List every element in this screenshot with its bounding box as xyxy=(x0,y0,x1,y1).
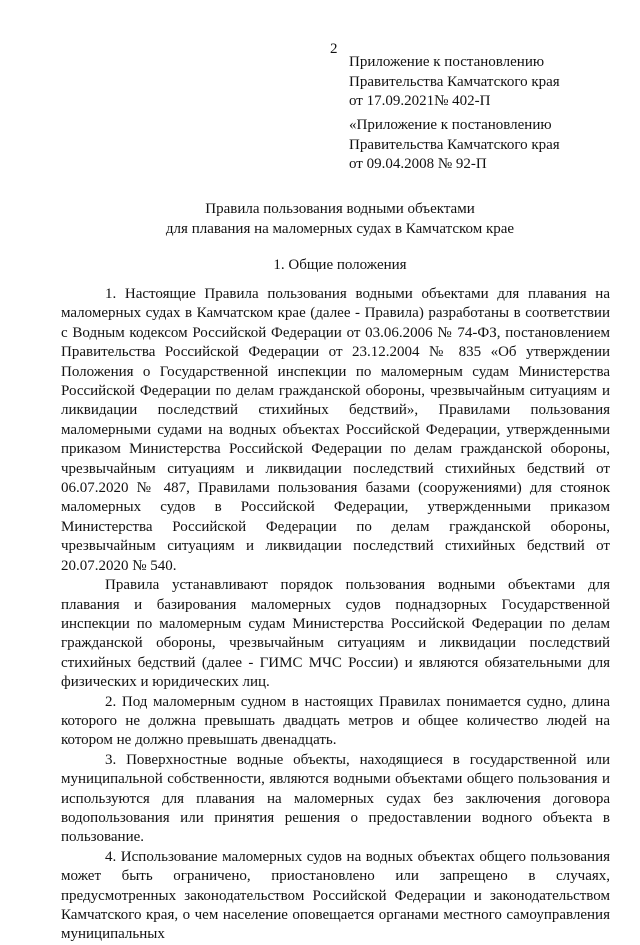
appendix-line: Приложение к постановлению xyxy=(349,54,545,70)
appendix-line: от 09.04.2008 № 92-П xyxy=(349,156,487,172)
paragraph: Правила устанавливают порядок пользования водными объектами для плавания и базирования маломерных судов поднадзорных Государственной инспекции по маломерным судам Министерства Российской Федерации по делам гражданской обороны, чрезвычайным ситуациям и ликвидации последствий стихийных бедствий (далее - ГИМС МЧС России) и являются обязательными для физических и юридических лиц. xyxy=(61,577,610,691)
section-heading: 1. Общие положения xyxy=(273,257,407,273)
appendix-line: Правительства Камчатского края xyxy=(349,136,560,153)
page-number: 2 xyxy=(330,41,338,57)
document-body xyxy=(61,285,610,945)
title-line: Правила пользования водными объектами xyxy=(205,201,475,217)
appendix-line: Правительства Камчатского края xyxy=(349,73,560,90)
paragraph: 2. Под маломерным судном в настоящих Правилах понимается судно, длина которого не должна превышать двадцать метров и общее количество людей на котором не должно превышать двенадцать. xyxy=(61,693,610,749)
appendix-line: «Приложение к постановлению xyxy=(349,117,552,133)
appendix-reference-original xyxy=(349,116,619,175)
paragraph: 3. Поверхностные водные объекты, находящиеся в государственной или муниципальной собственности, являются водными объектами общего пользования и используются для плавания на маломерных судах без заключения договора водопользования или принятия решения о предоставлении водного объекта в пользование. xyxy=(61,751,610,846)
appendix-reference-current xyxy=(349,53,619,112)
paragraph: 1. Настоящие Правила пользования водными объектами для плавания на маломерных судах в Камчатском крае (далее - Правила) разработаны в соответствии с Водным кодексом Российской Федерации от 03.06.2006 № 74-ФЗ, постановлением Правительства Российской Федерации от 23.12.2004 № 835 «Об утверждении Положения о Государственной инспекции по маломерным судам Министерства Российской Федерации по делам гражданской обороны, чрезвычайным ситуациям и ликвидации последствий стихийных бедствий», Правилами пользования маломерными судами на водных объектах Российской Федерации, утвержденными приказом Министерства Российской Федерации по делам гражданской обороны, чрезвычайным ситуациям и ликвидации последствий стихийных бедствий от 06.07.2020 № 487, Правилами пользования базами (сооружениями) для стоянок маломерных судов в Российской Федерации, утвержденными приказом Министерства Российской Федерации по делам гражданской обороны, чрезвычайным ситуациям и ликвидации последствий стихийных бедствий от 20.07.2020 № 540. xyxy=(61,286,610,574)
document-title xyxy=(60,200,620,239)
paragraph: 4. Использование маломерных судов на водных объектах общего пользования может быть ограничено, приостановлено или запрещено в случаях, предусмотренных законодательством Российской Федерации и законодательством Камчатского края, о чем население оповещается органами местного самоуправления муниципальных xyxy=(61,848,610,943)
appendix-line: от 17.09.2021№ 402-П xyxy=(349,93,491,109)
title-line: для плавания на маломерных судах в Камчатском крае xyxy=(165,220,515,237)
